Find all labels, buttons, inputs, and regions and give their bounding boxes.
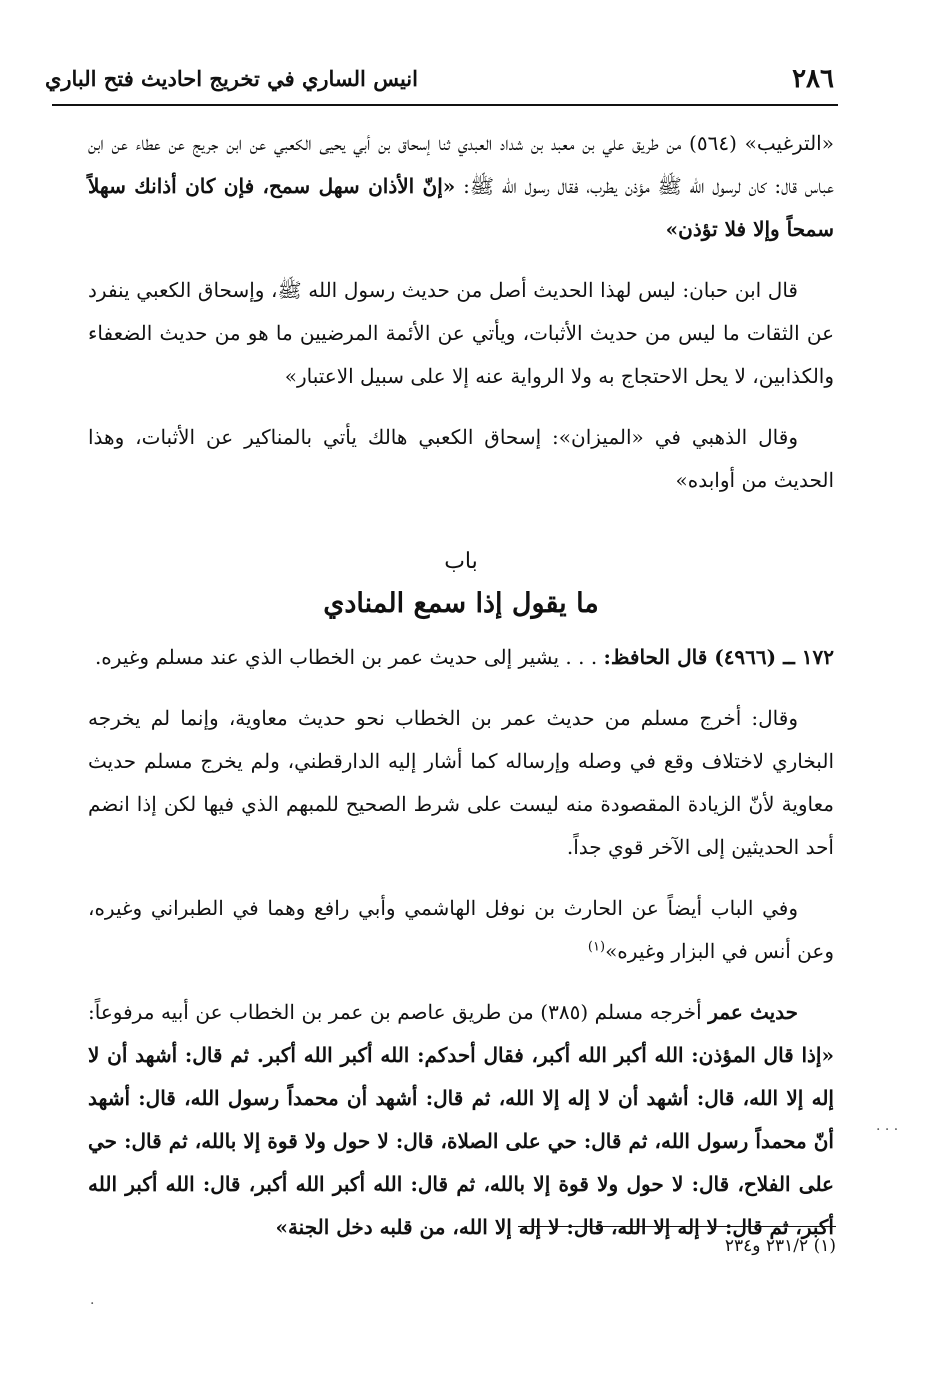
paragraph-dhahabi: وقال الذهبي في «الميزان»: إسحاق الكعبي هالك يأتي بالمناكير عن الأثبات، وهذا الحديث من أوابده» (88, 425, 834, 492)
hadith-label: حديث عمر (708, 1000, 799, 1024)
book-title: انيس الساري في تخريج احاديث فتح الباري (44, 66, 418, 91)
chapter-label: باب (444, 549, 478, 574)
paragraph-text: أخرجه مسلم (٣٨٥) من طريق عاصم بن عمر بن الخطاب عن أبيه مرفوعاً: (88, 1000, 709, 1024)
running-header (44, 62, 838, 106)
hadith-quote: «إنّ الأذان سهل سمح، فإن كان أذانك سهلاً سمحاً وإلا فلا تؤذن» (88, 174, 834, 241)
paragraph-hadith-umar (88, 991, 834, 1249)
footnote-divider (518, 1226, 836, 1227)
footnote-text: (١) ٢٣١/٢ و٢٣٤ (724, 1236, 836, 1256)
scan-speck: · (90, 1296, 95, 1312)
entry-number: ١٧٢ ــ (٤٩٦٦) قال الحافظ: (603, 645, 834, 669)
page-body (88, 122, 834, 1267)
chapter-heading (88, 542, 834, 626)
paragraph-text: «الترغيب» (٥٦٤) من طريق علي بن معبد بن شداد العبدي ثنا إسحاق بن أبي يحيى الكعبي عن ابن جريج عن عطاء عن ابن عباس قال: كان لرسول الله ﷺ مؤذن يطرب، فقال رسول الله ﷺ: (88, 131, 834, 198)
chapter-title: ما يقول إذا سمع المنادي (323, 588, 599, 619)
footnote-marker: (١) (587, 939, 606, 955)
paragraph-ibn-hibban: قال ابن حبان: ليس لهذا الحديث أصل من حديث رسول الله ﷺ، وإسحاق الكعبي ينفرد عن الثقات ما ليس من حديث الأثبات، ويأتي عن الأئمة المرضيين ما هو من حديث الضعفاء والكذابين، لا يحل الاحتجاج به ولا الرواية عنه إلا على سبيل الاعتبار» (88, 278, 834, 388)
paragraph-text: وفي الباب أيضاً عن الحارث بن نوفل الهاشمي وأبي رافع وهما في الطبراني وغيره، وعن أنس في البزار وغيره» (88, 896, 834, 963)
page-number: ٢٨٦ (792, 64, 834, 94)
paragraph-bab (88, 887, 834, 973)
paragraph-entry-172 (88, 636, 834, 679)
scan-speck: · · · (876, 1122, 899, 1138)
paragraph-text: . . . يشير إلى حديث عمر بن الخطاب الذي عند مسلم وغيره. (94, 645, 604, 669)
paragraph-muslim: وقال: أخرج مسلم من حديث عمر بن الخطاب نحو حديث معاوية، وإنما لم يخرجه البخاري لاختلاف وقع في وصله وإرساله كما أشار إليه الدارقطني، ولم يخرج مسلم حديث معاوية لأنّ الزيادة المقصودة منه ليست على شرط الصحيح للمبهم الذي فيها لكن إذا انضم أحد الحديثين إلى الآخر قوي جداً. (88, 706, 834, 859)
paragraph-targhib (88, 122, 834, 251)
hadith-quote: «إذا قال المؤذن: الله أكبر الله أكبر، فقال أحدكم: الله أكبر الله أكبر. ثم قال: أشهد أن لا إله إلا الله، قال: أشهد أن لا إله إلا الله، ثم قال: أشهد أن محمداً رسول الله، قال: أشهد أنّ محمداً رسول الله، ثم قال: حي على الصلاة، قال: لا حول ولا قوة إلا بالله، ثم قال: حي على الفلاح، قال: لا حول ولا قوة إلا بالله، ثم قال: الله أكبر الله أكبر، قال: الله أكبر الله أكبر، ثم قال: لا إله إلا الله، قال: لا إله إلا الله، من قلبه دخل الجنة» (88, 1043, 834, 1239)
